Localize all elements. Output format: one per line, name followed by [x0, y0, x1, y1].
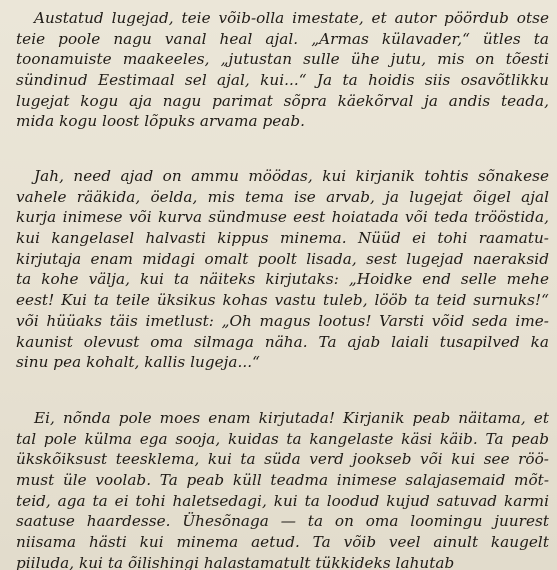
text-line: kirjutaja enam midagi omalt poolt lisada, sest lugejad naeraksid	[16, 249, 549, 268]
text-line: Austatud lugejad, teie võib-olla imestate, et autor pöördub otse	[34, 9, 549, 27]
text-line: kurja inimese või kurva sündmuse eest hoiatada või teda trööstida,	[16, 208, 549, 227]
paragraph-2	[16, 166, 549, 373]
paragraph-3	[16, 408, 549, 570]
text-line: kaunist olevust oma silmaga näha. Ta ajab laiali tusapilved ka	[16, 332, 549, 351]
text-line: niisama hästi kui minema aetud. Ta võib veel ainult kaugelt	[16, 533, 549, 552]
text-line: saatuse haardesse. Ühesõnaga — ta on oma loomingu juurest	[16, 512, 549, 531]
text-line: vahele rääkida, öelda, mis tema ise arvab, ja lugejat õigel ajal	[16, 187, 549, 206]
text-line: või hüüaks täis imetlust: „Oh magus lootus! Varsti võid seda ime-	[16, 311, 549, 330]
text-line: ükskõiksust teesklema, kui ta süda verd jookseb või kui see röö-	[16, 450, 549, 469]
text-line: toonamuiste maakeeles, „jutustan sulle ühe jutu, mis on tõesti	[16, 50, 549, 69]
text-line: ta kohe välja, kui ta näiteks kirjutaks: „Hoidke end selle mehe	[16, 270, 549, 289]
text-line: must üle voolab. Ta peab küll teadma inimese salajasemaid mõt-	[16, 471, 549, 490]
text-line: Ei, nõnda pole moes enam kirjutada! Kirjanik peab näitama, et	[34, 409, 549, 427]
text-line: tal pole külma ega sooja, kuidas ta kangelaste käsi käib. Ta peab	[16, 429, 549, 448]
text-line: mida kogu loost lõpuks arvama peab.	[16, 112, 306, 131]
text-line: Jah, need ajad on ammu möödas, kui kirjanik tohtis sõnakese	[34, 167, 549, 185]
text-line: eest! Kui ta teile üksikus kohas vastu tuleb, lööb ta teid surnuks!“	[16, 291, 549, 310]
text-line: kui kangelasel halvasti kippus minema. Nüüd ei tohi raamatu-	[16, 229, 549, 248]
text-line: teie poole nagu vanal heal ajal. „Armas külavader,“ ütles ta	[16, 29, 549, 48]
text-line: sündinud Eestimaal sel ajal, kui...“ Ja ta hoidis siis osavõtlikku	[16, 71, 549, 90]
paragraph-1	[16, 8, 549, 132]
text-line: lugejat kogu aja nagu parimat sõpra käekõrval ja andis teada,	[16, 91, 549, 110]
text-line: sinu pea kohalt, kallis lugeja...“	[16, 353, 260, 372]
text-line: teid, aga ta ei tohi haletsedagi, kui ta loodud kujud satuvad karmi	[16, 491, 549, 510]
text-line: piiluda, kui ta õilishingi halastamatult tükkideks lahutab	[16, 553, 455, 570]
